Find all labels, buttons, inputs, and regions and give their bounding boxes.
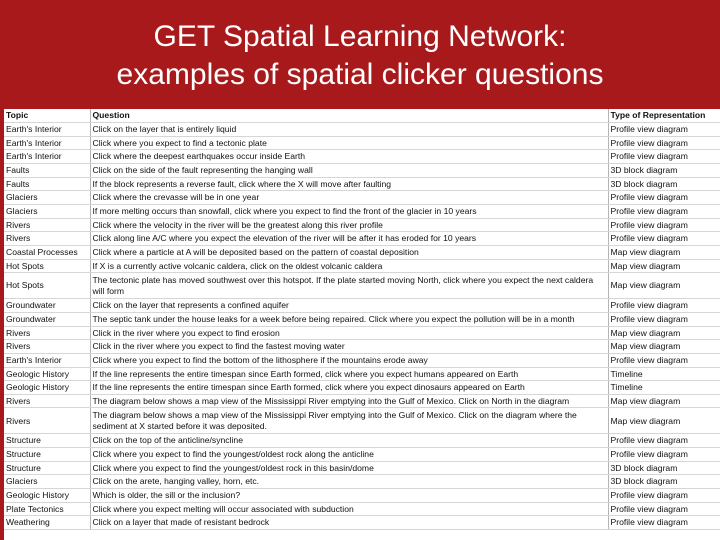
cell-topic: Weathering [4,516,90,530]
cell-topic: Faults [4,177,90,191]
cell-type: Timeline [608,367,720,381]
cell-question: Click where the velocity in the river will be the greatest along this river profile [90,218,608,232]
cell-topic: Hot Spots [4,273,90,299]
table-row [4,353,720,367]
cell-type: Map view diagram [608,340,720,354]
cell-type: Profile view diagram [608,136,720,150]
cell-type: Timeline [608,381,720,395]
cell-topic: Glaciers [4,475,90,489]
cell-topic: Glaciers [4,204,90,218]
cell-question: Click where the crevasse will be in one year [90,191,608,205]
cell-type: Profile view diagram [608,516,720,530]
cell-type: Profile view diagram [608,232,720,246]
cell-question: Click on the side of the fault representing the hanging wall [90,163,608,177]
cell-question: Click on the layer that is entirely liquid [90,123,608,137]
cell-question: If the block represents a reverse fault, click where the X will move after faulting [90,177,608,191]
table-header-row [4,109,720,123]
table-row [4,312,720,326]
table-row [4,502,720,516]
cell-question: Click on the layer that represents a confined aquifer [90,299,608,313]
cell-topic: Coastal Processes [4,245,90,259]
cell-type: Profile view diagram [608,502,720,516]
cell-question: The tectonic plate has moved southwest over this hotspot. If the plate started moving North, click where you expect the next caldera will form [90,273,608,299]
cell-topic: Groundwater [4,299,90,313]
cell-type: Profile view diagram [608,191,720,205]
cell-type: Profile view diagram [608,312,720,326]
cell-topic: Faults [4,163,90,177]
table-body [4,123,720,530]
table-row [4,177,720,191]
cell-topic: Geologic History [4,367,90,381]
cell-topic: Earth's Interior [4,353,90,367]
table-row [4,273,720,299]
table-row [4,394,720,408]
cell-question: Click in the river where you expect to find the fastest moving water [90,340,608,354]
cell-topic: Geologic History [4,381,90,395]
cell-question: Click where you expect melting will occur associated with subduction [90,502,608,516]
cell-question: The septic tank under the house leaks for a week before being repaired. Click where you expect the pollution will be in a month [90,312,608,326]
cell-topic: Hot Spots [4,259,90,273]
cell-question: Click on the top of the anticline/syncline [90,434,608,448]
cell-question: Click where you expect to find the bottom of the lithosphere if the mountains erode away [90,353,608,367]
table-row [4,136,720,150]
table-row [4,299,720,313]
cell-question: Click where a particle at A will be deposited based on the pattern of coastal deposition [90,245,608,259]
slide-title-line-1: GET Spatial Learning Network: [153,20,567,53]
slide-title [0,18,720,94]
cell-topic: Earth's Interior [4,136,90,150]
cell-type: Profile view diagram [608,489,720,503]
cell-topic: Plate Tectonics [4,502,90,516]
cell-topic: Rivers [4,394,90,408]
cell-question: If the line represents the entire timespan since Earth formed, click where you expect dinosaurs appeared on Earth [90,381,608,395]
header-question: Question [90,109,608,123]
cell-type: 3D block diagram [608,163,720,177]
cell-type: Map view diagram [608,394,720,408]
cell-type: Map view diagram [608,245,720,259]
cell-type: Map view diagram [608,408,720,434]
cell-topic: Structure [4,448,90,462]
table-row [4,204,720,218]
table-row [4,516,720,530]
cell-question: If X is a currently active volcanic caldera, click on the oldest volcanic caldera [90,259,608,273]
cell-type: 3D block diagram [608,475,720,489]
questions-table [4,109,720,530]
cell-topic: Rivers [4,326,90,340]
cell-question: If more melting occurs than snowfall, click where you expect to find the front of the glacier in 10 years [90,204,608,218]
table-row [4,326,720,340]
cell-topic: Rivers [4,340,90,354]
table-row [4,232,720,246]
cell-question: Which is older, the sill or the inclusion? [90,489,608,503]
cell-topic: Geologic History [4,489,90,503]
table-row [4,218,720,232]
cell-type: Profile view diagram [608,150,720,164]
cell-topic: Rivers [4,218,90,232]
table-row [4,461,720,475]
cell-type: Map view diagram [608,326,720,340]
cell-question: The diagram below shows a map view of the Mississippi River emptying into the Gulf of Mexico. Click on North in the diagram [90,394,608,408]
table-row [4,191,720,205]
cell-question: Click where you expect to find the youngest/oldest rock along the anticline [90,448,608,462]
table-row [4,123,720,137]
cell-topic: Earth's Interior [4,123,90,137]
cell-question: Click on a layer that made of resistant bedrock [90,516,608,530]
table-row [4,367,720,381]
cell-type: Profile view diagram [608,434,720,448]
cell-topic: Rivers [4,408,90,434]
table-row [4,448,720,462]
table-row [4,259,720,273]
table-row [4,381,720,395]
table-row [4,150,720,164]
cell-question: Click where you expect to find the youngest/oldest rock in this basin/dome [90,461,608,475]
table-row [4,434,720,448]
cell-question: Click in the river where you expect to find erosion [90,326,608,340]
slide-title-line-2: examples of spatial clicker questions [116,58,604,91]
cell-type: 3D block diagram [608,177,720,191]
cell-type: 3D block diagram [608,461,720,475]
cell-question: Click where you expect to find a tectonic plate [90,136,608,150]
header-type: Type of Representation [608,109,720,123]
cell-topic: Rivers [4,232,90,246]
cell-question: Click where the deepest earthquakes occur inside Earth [90,150,608,164]
cell-type: Profile view diagram [608,218,720,232]
cell-topic: Structure [4,434,90,448]
spreadsheet-image [4,109,720,540]
table-row [4,245,720,259]
cell-question: The diagram below shows a map view of the Mississippi River emptying into the Gulf of Mexico. Click on the diagram where the sediment at X started before it was deposited. [90,408,608,434]
cell-topic: Structure [4,461,90,475]
cell-type: Profile view diagram [608,448,720,462]
cell-type: Profile view diagram [608,299,720,313]
header-topic: Topic [4,109,90,123]
cell-topic: Glaciers [4,191,90,205]
cell-topic: Groundwater [4,312,90,326]
table-row [4,163,720,177]
cell-type: Profile view diagram [608,353,720,367]
cell-type: Map view diagram [608,259,720,273]
cell-topic: Earth's Interior [4,150,90,164]
cell-question: If the line represents the entire timespan since Earth formed, click where you expect humans appeared on Earth [90,367,608,381]
cell-question: Click along line A/C where you expect the elevation of the river will be after it has eroded for 10 years [90,232,608,246]
cell-question: Click on the arete, hanging valley, horn, etc. [90,475,608,489]
table-row [4,475,720,489]
cell-type: Profile view diagram [608,204,720,218]
table-row [4,408,720,434]
table-row [4,340,720,354]
cell-type: Map view diagram [608,273,720,299]
cell-type: Profile view diagram [608,123,720,137]
table-row [4,489,720,503]
